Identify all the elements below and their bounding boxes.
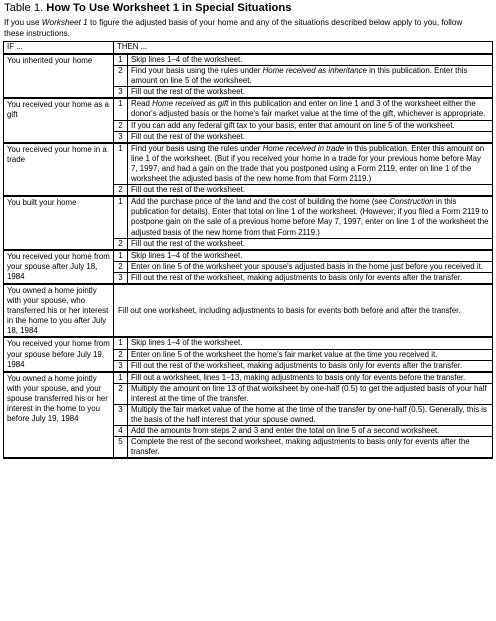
step-number: 2 [114, 349, 128, 360]
then-column-header: THEN ... [114, 42, 493, 55]
step-number: 1 [114, 98, 128, 120]
instruction-text: Enter on line 5 of the worksheet the home's fair market value at the time you received it. [131, 349, 438, 359]
table-title-prefix: Table 1. [4, 2, 44, 14]
situation-group [4, 372, 493, 459]
step-number: 3 [114, 272, 128, 284]
step-instruction [128, 87, 493, 99]
table-row [4, 54, 493, 66]
instruction-text: Add the amounts from steps 2 and 3 and enter the total on line 5 of a second worksheet. [131, 426, 440, 436]
table-title [4, 2, 291, 15]
table-row [4, 337, 493, 349]
italic-reference: Construction [389, 197, 434, 207]
table-title-text: How To Use Worksheet 1 in Special Situations [46, 2, 292, 14]
step-instruction [128, 372, 493, 384]
step-instruction [128, 261, 493, 272]
instruction-text: Complete the rest of the second worksheet, making adjustments to basis only for events after the transfer. [131, 437, 470, 457]
step-instruction [128, 196, 493, 238]
step-instruction [128, 131, 493, 143]
instruction-text: Fill out the rest of the worksheet, making adjustments to basis only for events after the transfer. [131, 272, 463, 282]
instruction-text: Fill out the rest of the worksheet. [131, 185, 246, 195]
step-number: 2 [114, 238, 128, 250]
step-instruction [128, 405, 493, 426]
instruction-text: Skip lines 1–4 of the worksheet. [131, 338, 243, 348]
situation-if-cell: You received your home as a gift [4, 98, 114, 142]
step-instruction [128, 437, 493, 459]
table-row [4, 372, 493, 384]
step-instruction [128, 272, 493, 284]
step-number: 1 [114, 54, 128, 66]
step-number: 3 [114, 131, 128, 143]
step-number: 2 [114, 185, 128, 197]
step-number: 3 [114, 87, 128, 99]
instruction-text: Multiply the amount on line 13 of that worksheet by one-half (0.5) to get the adjusted basis of your half interest at the time of the transfer. [131, 383, 487, 403]
instruction-text: Skip lines 1–4 of the worksheet. [131, 55, 243, 64]
instruction-text: If you can add any federal gift tax to your basis, enter that amount on line 5 of the worksheet. [131, 120, 455, 130]
instruction-text: Fill out the rest of the worksheet. [131, 131, 246, 141]
situation-group [4, 284, 493, 337]
step-instruction [128, 66, 493, 87]
situation-if-cell: You received your home in a trade [4, 143, 114, 196]
instruction-text: Multiply the fair market value of the home at the time of the transfer by one-half (0.5). Generally, this is the basis of the half interest that your spouse owned. [131, 405, 487, 425]
step-number: 3 [114, 360, 128, 372]
instruction-text: Fill out the rest of the worksheet. [131, 238, 246, 248]
instruction-text: Find your basis using the rules under [131, 143, 263, 153]
situation-group [4, 98, 493, 142]
step-number: 1 [114, 250, 128, 262]
situation-group [4, 143, 493, 196]
step-number: 1 [114, 143, 128, 185]
situation-if-cell: You owned a home jointly with your spouse, and your spouse transferred his or her interest in the home to you before July 19, 1984 [4, 372, 114, 459]
table-row [4, 284, 493, 337]
step-number: 4 [114, 426, 128, 437]
situation-group [4, 54, 493, 98]
step-number: 2 [114, 120, 128, 131]
step-instruction [128, 349, 493, 360]
situation-group [4, 250, 493, 284]
step-number: 5 [114, 437, 128, 459]
instruction-text: Find your basis using the rules under [131, 66, 263, 76]
instruction-text: Fill out the rest of the worksheet, making adjustments to basis only for events after the transfer. [131, 360, 463, 370]
step-instruction [128, 143, 493, 185]
intro-text-start: If you use [4, 18, 42, 27]
instruction-text: in this publication. Enter this amount on line 5 of the worksheet. [131, 66, 468, 86]
italic-reference: Home received as gift [152, 99, 229, 109]
step-instruction [128, 120, 493, 131]
step-instruction [128, 360, 493, 372]
step-number: 2 [114, 66, 128, 87]
situation-group [4, 337, 493, 371]
situation-if-cell: You received your home from your spouse after July 18, 1984 [4, 250, 114, 284]
instruction-text: Enter on line 5 of the worksheet your spouse's adjusted basis in the home just before you received it. [131, 261, 483, 271]
step-number: 1 [114, 337, 128, 349]
situation-if-cell: You built your home [4, 196, 114, 249]
special-situations-table [3, 41, 493, 459]
intro-worksheet-reference: Worksheet 1 [41, 18, 88, 27]
italic-reference: Home received in trade [262, 143, 345, 153]
step-instruction [128, 250, 493, 262]
instruction-text: Add the purchase price of the land and the cost of building the home (see [131, 197, 390, 207]
table-row [4, 143, 493, 185]
instruction-text: Skip lines 1–4 of the worksheet. [131, 250, 243, 260]
step-instruction [128, 54, 493, 66]
step-number: 1 [114, 372, 128, 384]
step-instruction [128, 185, 493, 197]
step-number: 2 [114, 261, 128, 272]
situation-if-cell: You owned a home jointly with your spouse, who transferred his or her interest in the home to you after July 18, 1984 [4, 284, 114, 337]
situation-group [4, 196, 493, 249]
italic-reference: Home received as inheritance [262, 66, 367, 76]
step-number: 2 [114, 383, 128, 404]
step-instruction [128, 98, 493, 120]
instruction-text: Read [131, 99, 153, 109]
step-instruction [128, 426, 493, 437]
step-instruction [128, 383, 493, 404]
step-instruction [128, 337, 493, 349]
step-instruction [128, 238, 493, 250]
table-row [4, 196, 493, 238]
table-row [4, 250, 493, 262]
step-number: 3 [114, 405, 128, 426]
instruction-text: in this publication. Enter this amount on line 1 of the worksheet. (But if you received your home in a trade for your previous home before May 7, 1997, and had a gain on the trade that you postponed using a Form 2119, enter on line 1 of the worksheet the adjusted basis of the new home from that Form 2119.) [131, 143, 485, 184]
header-row [4, 42, 493, 55]
instruction-text: Fill out a worksheet, lines 1–13, making adjustments to basis only for events before the transfer. [131, 372, 466, 382]
situation-if-cell: You received your home from your spouse before July 19, 1984 [4, 337, 114, 371]
instruction-text: Fill out the rest of the worksheet. [131, 87, 246, 97]
intro-text-end: to figure the adjusted basis of your home and any of the situations described below apply to you, follow these instructions. [4, 18, 463, 38]
instruction-text: Fill out one worksheet, including adjustments to basis for events both before and after the transfer. [114, 284, 493, 337]
if-column-header: IF ... [4, 42, 114, 55]
table-row [4, 98, 493, 120]
instruction-text: in this publication for details). Enter that total on line 1 of the worksheet. (However, if you filed a Form 2119 to postpone gain on the sale of a previous home before May 7, 1997, enter on line 1 of the worksheet the adjusted basis of the new home from that Form 2119.) [131, 197, 489, 237]
instruction-text: in this publication and enter on line 1 and 3 of the worksheet either the donor's adjusted basis or the home's fair market value at the time of the gift, whichever is appropriate. [131, 99, 486, 119]
intro-paragraph [4, 18, 484, 39]
step-number: 1 [114, 196, 128, 238]
situation-if-cell: You inherited your home [4, 54, 114, 98]
